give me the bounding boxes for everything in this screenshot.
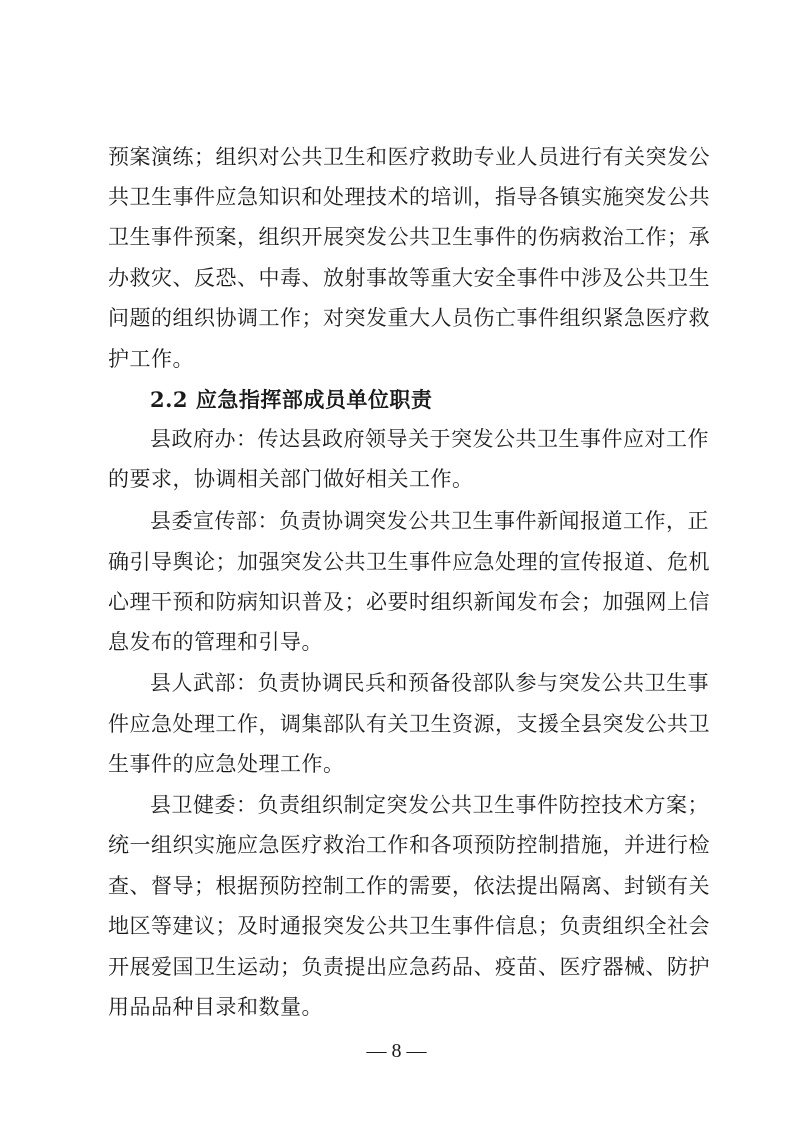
paragraph-line: 确引导舆论；加强突发公共卫生事件应急处理的宣传报道、危机: [108, 550, 710, 574]
paragraph-line: 统一组织实施应急医疗救治工作和各项预防控制措施，并进行检: [108, 833, 710, 857]
paragraph-line: 共卫生事件应急知识和处理技术的培训，指导各镇实施突发公共: [108, 185, 710, 209]
page-number: — 8 —: [366, 1040, 427, 1062]
paragraph-line: 生事件的应急处理工作。: [108, 752, 345, 776]
paragraph-line: 预案演练；组织对公共卫生和医疗救助专业人员进行有关突发公: [108, 145, 710, 169]
paragraph-line: 息发布的管理和引导。: [108, 630, 323, 654]
paragraph-line: 件应急处理工作，调集部队有关卫生资源，支援全县突发公共卫: [108, 712, 710, 736]
paragraph-line: 问题的组织协调工作；对突发重大人员伤亡事件组织紧急医疗救: [108, 306, 710, 330]
paragraph-line: 用品品种目录和数量。: [108, 995, 323, 1019]
paragraph-line: 县人武部：负责协调民兵和预备役部队参与突发公共卫生事: [150, 671, 709, 695]
paragraph-line: 开展爱国卫生运动；负责提出应急药品、疫苗、医疗器械、防护: [108, 955, 710, 979]
paragraph-line: 县政府办：传达县政府领导关于突发公共卫生事件应对工作: [150, 427, 709, 451]
section-heading: 2.2 应急指挥部成员单位职责: [150, 387, 433, 412]
paragraph-line: 办救灾、反恐、中毒、放射事故等重大安全事件中涉及公共卫生: [108, 266, 710, 290]
paragraph-line: 查、督导；根据预防控制工作的需要，依法提出隔离、封锁有关: [108, 874, 710, 898]
paragraph-line: 县卫健委：负责组织制定突发公共卫生事件防控技术方案；: [150, 793, 709, 817]
paragraph-line: 的要求，协调相关部门做好相关工作。: [108, 467, 474, 491]
paragraph-line: 地区等建议；及时通报突发公共卫生事件信息；负责组织全社会: [108, 914, 710, 938]
paragraph-line: 卫生事件预案，组织开展突发公共卫生事件的伤病救治工作；承: [108, 225, 710, 249]
paragraph-line: 护工作。: [108, 347, 194, 371]
paragraph-line: 县委宣传部：负责协调突发公共卫生事件新闻报道工作，正: [150, 509, 709, 533]
paragraph-line: 心理干预和防病知识普及；必要时组织新闻发布会；加强网上信: [108, 590, 710, 614]
